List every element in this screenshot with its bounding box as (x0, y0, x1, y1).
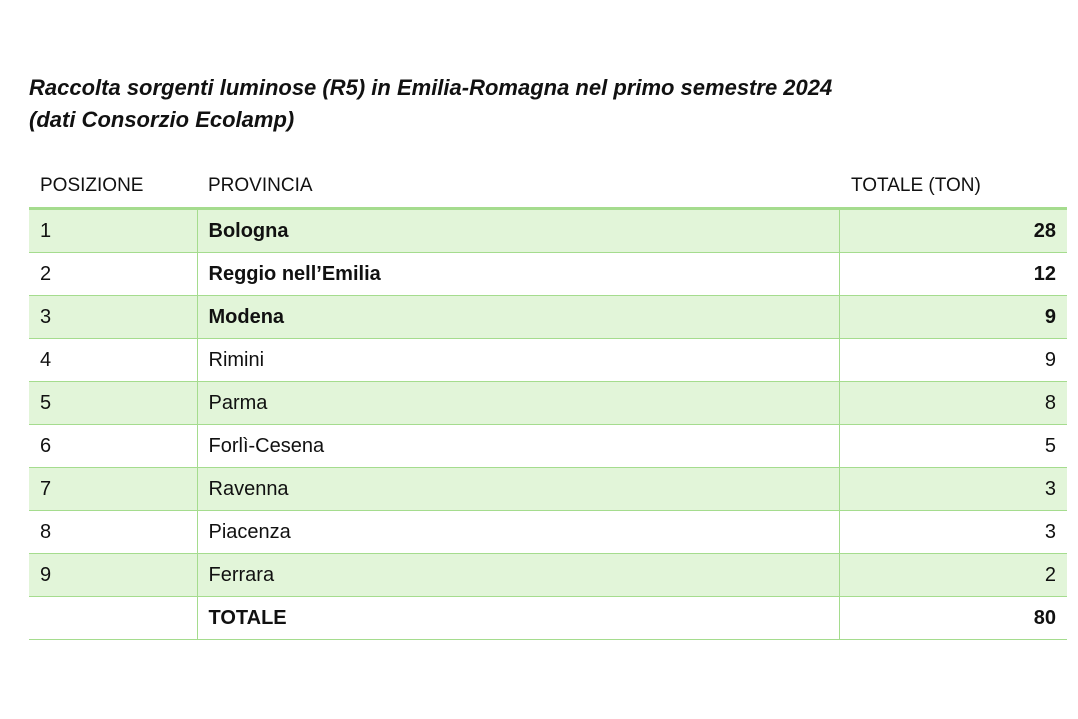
cell-position: 9 (29, 554, 197, 597)
cell-position: 8 (29, 511, 197, 554)
total-row (29, 597, 1067, 640)
title-line-1: Raccolta sorgenti luminose (R5) in Emilia-Romagna nel primo semestre 2024 (29, 75, 833, 100)
title-line-2: (dati Consorzio Ecolamp) (29, 107, 295, 132)
header-total: TOTALE (TON) (839, 165, 1067, 209)
cell-province: Ravenna (197, 468, 839, 511)
table-row (29, 511, 1067, 554)
cell-total: 3 (839, 468, 1067, 511)
cell-province: Piacenza (197, 511, 839, 554)
cell-province: Reggio nell’Emilia (197, 253, 839, 296)
cell-total: 8 (839, 382, 1067, 425)
cell-total-label: TOTALE (197, 597, 839, 640)
table-row (29, 209, 1067, 253)
cell-position: 2 (29, 253, 197, 296)
cell-total: 5 (839, 425, 1067, 468)
cell-total: 28 (839, 209, 1067, 253)
cell-position (29, 597, 197, 640)
cell-province: Modena (197, 296, 839, 339)
cell-province: Bologna (197, 209, 839, 253)
table-row (29, 253, 1067, 296)
cell-total: 2 (839, 554, 1067, 597)
cell-total: 9 (839, 296, 1067, 339)
cell-total: 12 (839, 253, 1067, 296)
cell-position: 6 (29, 425, 197, 468)
cell-position: 5 (29, 382, 197, 425)
cell-grand-total: 80 (839, 597, 1067, 640)
table-row (29, 296, 1067, 339)
header-position: POSIZIONE (29, 165, 197, 209)
cell-province: Parma (197, 382, 839, 425)
table-row (29, 468, 1067, 511)
province-ranking-table (29, 165, 1067, 640)
header-row (29, 165, 1067, 209)
table-row (29, 425, 1067, 468)
cell-province: Ferrara (197, 554, 839, 597)
header-province: PROVINCIA (197, 165, 839, 209)
cell-position: 3 (29, 296, 197, 339)
cell-province: Forlì-Cesena (197, 425, 839, 468)
table-title (29, 72, 1029, 136)
cell-total: 3 (839, 511, 1067, 554)
cell-position: 7 (29, 468, 197, 511)
table-row (29, 554, 1067, 597)
table-row (29, 382, 1067, 425)
table-row (29, 339, 1067, 382)
cell-province: Rimini (197, 339, 839, 382)
cell-total: 9 (839, 339, 1067, 382)
cell-position: 4 (29, 339, 197, 382)
cell-position: 1 (29, 209, 197, 253)
